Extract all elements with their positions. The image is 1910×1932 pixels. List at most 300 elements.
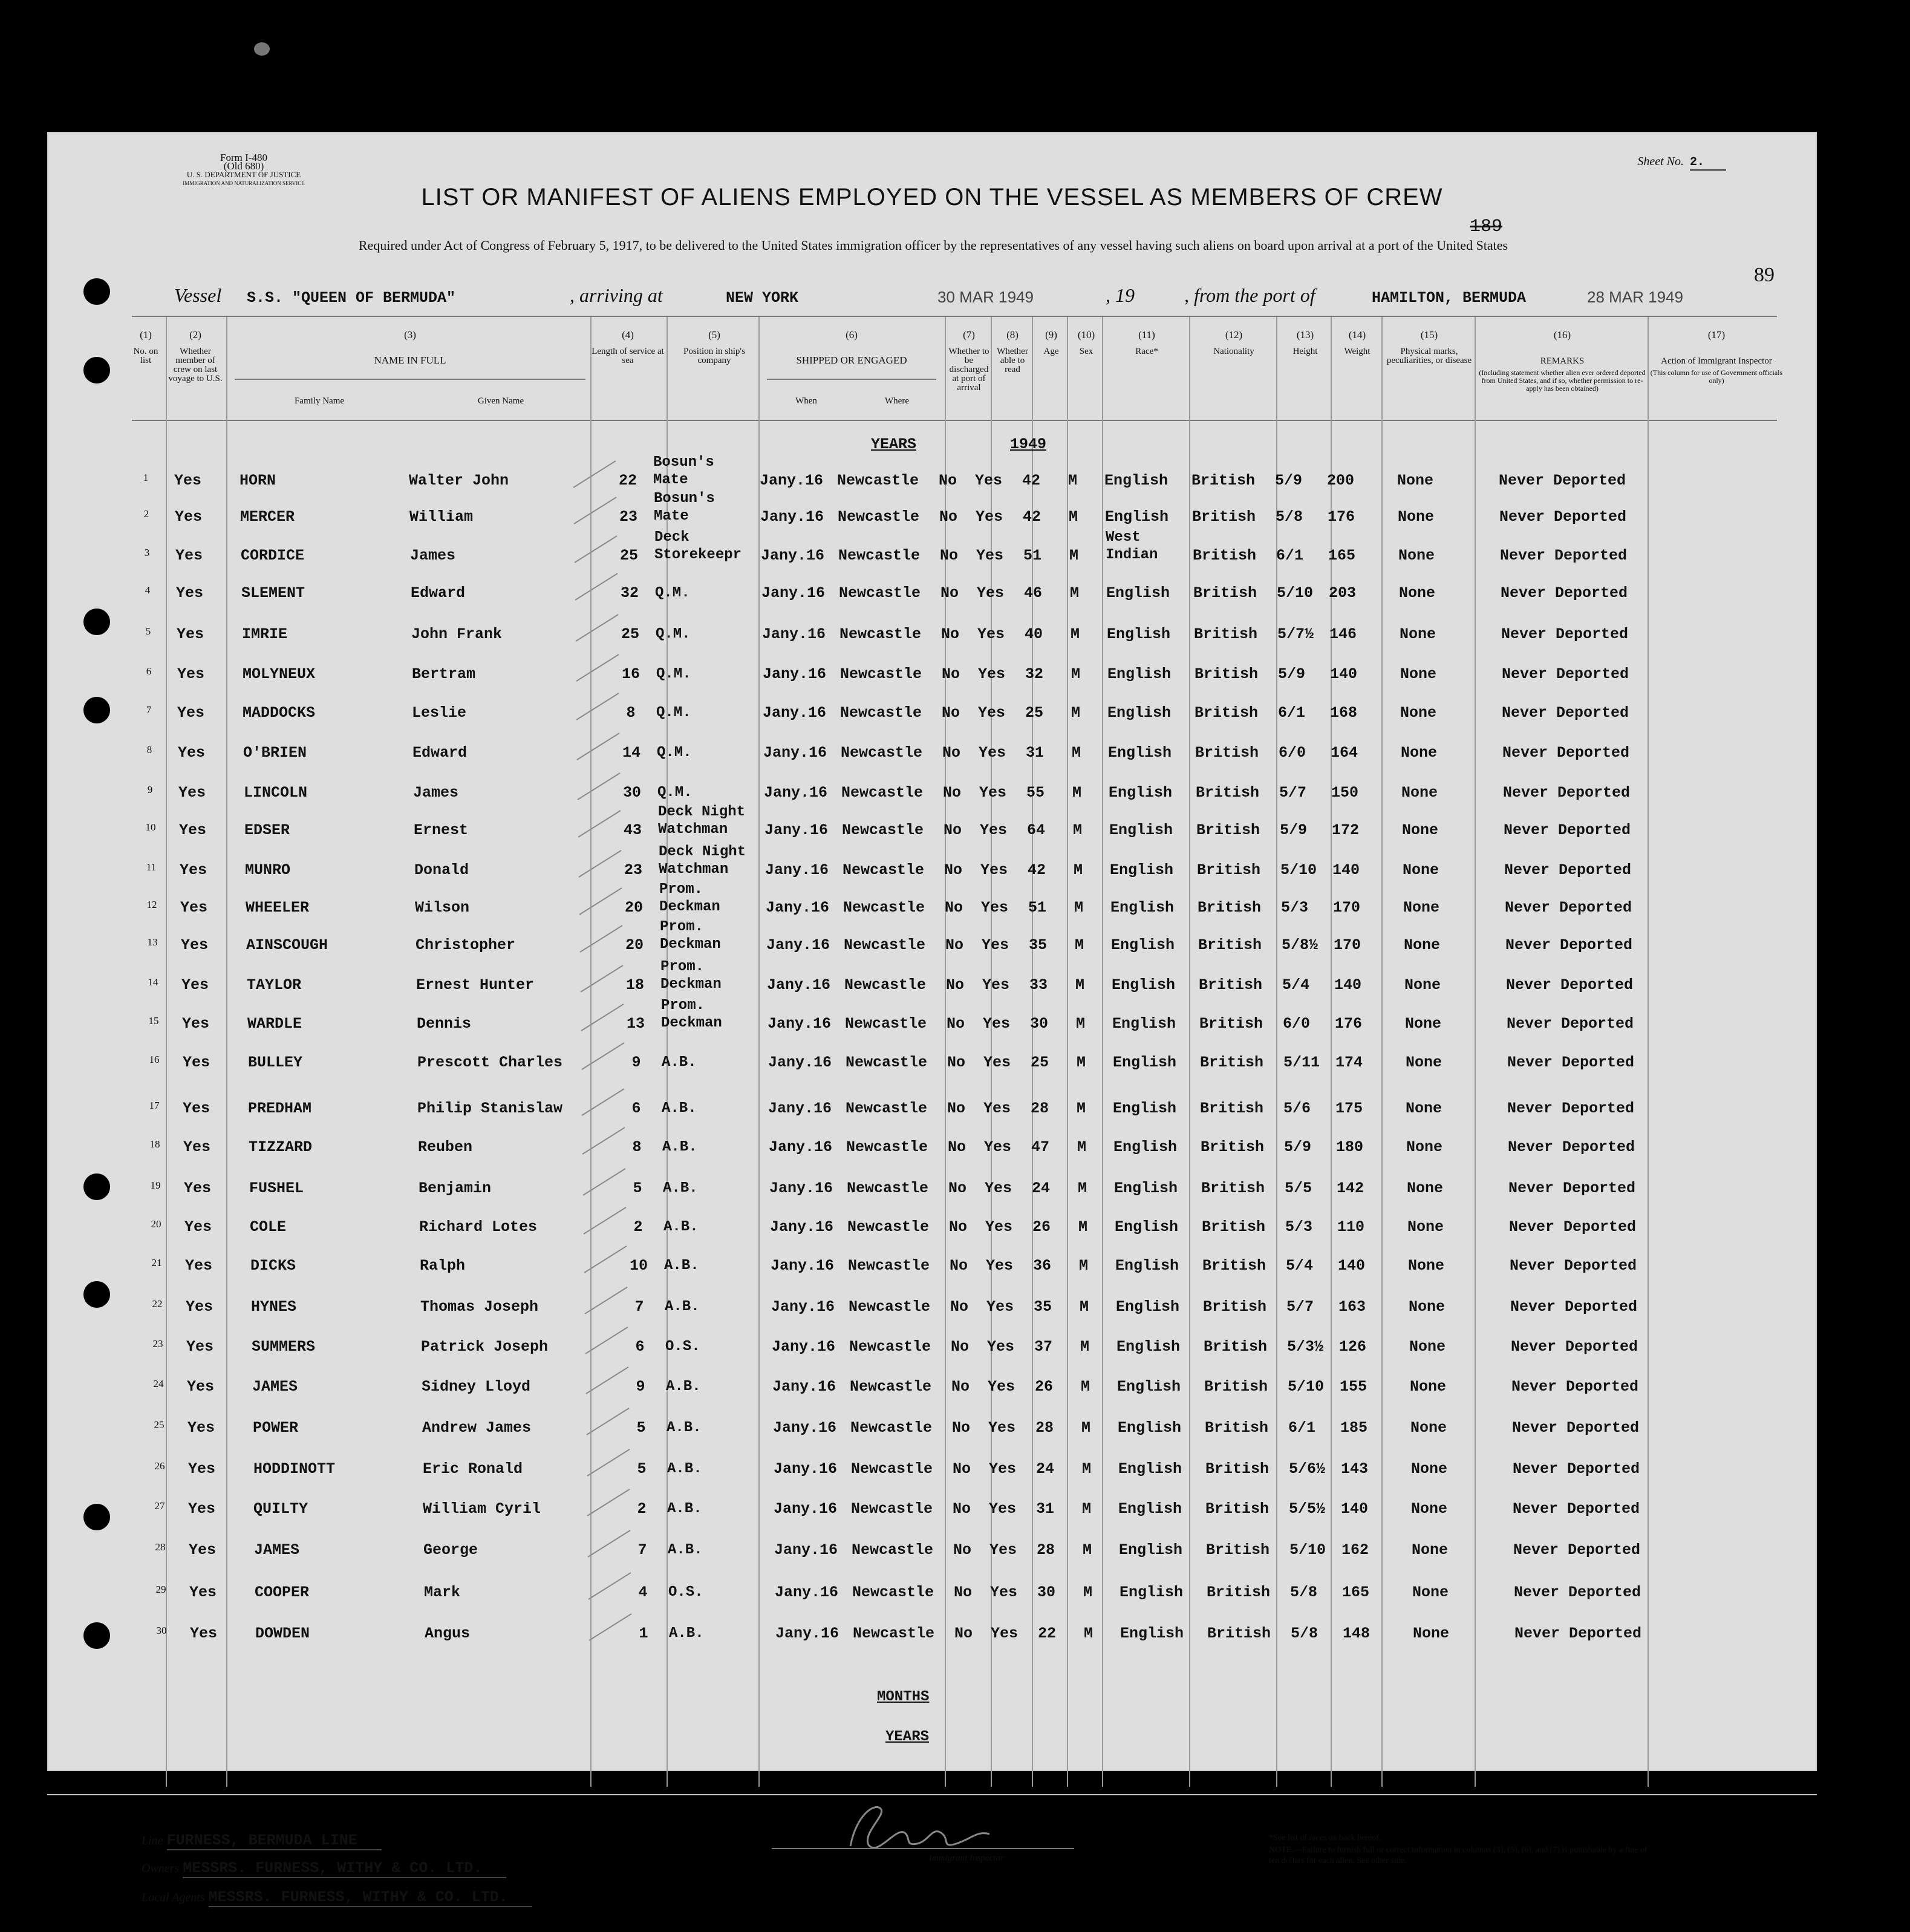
punch-hole <box>83 1173 110 1200</box>
column-number: (12) <box>1225 329 1243 341</box>
cell-weight: 176 <box>1335 1015 1363 1033</box>
cell-height: 5/9 <box>1275 472 1303 489</box>
cell-sex: M <box>1077 1100 1086 1117</box>
cell-crew: Yes <box>180 899 208 916</box>
cell-no: 18 <box>149 1138 160 1150</box>
cell-service: 8 <box>632 1138 642 1156</box>
cell-sex: M <box>1074 899 1084 916</box>
cell-crew: Yes <box>189 1584 217 1601</box>
cell-age: 30 <box>1030 1015 1049 1033</box>
cell-nat: British <box>1196 821 1260 839</box>
cell-family: MADDOCKS <box>243 704 316 722</box>
column-number: (7) <box>963 329 975 341</box>
cell-age: 33 <box>1029 976 1048 994</box>
cell-crew: Yes <box>185 1257 213 1274</box>
cell-disch: No <box>944 861 963 879</box>
cell-service: 43 <box>623 821 642 839</box>
cell-height: 6/1 <box>1276 547 1304 564</box>
pencil-check-mark <box>582 1284 631 1320</box>
pencil-check-mark <box>576 847 625 883</box>
pencil-check-mark <box>576 807 624 843</box>
column-rule <box>1331 317 1332 1787</box>
cell-race: English <box>1106 584 1170 602</box>
cell-race: English <box>1116 1298 1180 1316</box>
cell-position: Deck Night Watchman <box>659 844 746 878</box>
cell-nat: British <box>1193 547 1257 564</box>
cell-marks: None <box>1409 1298 1446 1316</box>
cell-when: Jany.16 <box>768 1100 832 1117</box>
cell-when: Jany.16 <box>769 1180 833 1197</box>
cell-nat: British <box>1204 1338 1268 1356</box>
cell-position: Deck Storekeepr <box>654 529 742 563</box>
pencil-check-mark <box>585 1527 634 1563</box>
cell-position: A.B. <box>667 1501 702 1517</box>
cell-crew: Yes <box>184 1218 212 1236</box>
cell-sex: M <box>1069 547 1079 564</box>
cell-where: Newcastle <box>847 1180 929 1197</box>
cell-given: William <box>409 508 474 526</box>
cell-no: 28 <box>155 1541 166 1553</box>
cell-when: Jany.16 <box>768 1054 832 1071</box>
cell-race: English <box>1120 1625 1184 1642</box>
cell-age: 42 <box>1023 508 1041 526</box>
punch-hole <box>83 357 110 383</box>
cell-weight: 150 <box>1331 784 1359 801</box>
cell-disch: No <box>945 936 964 954</box>
cell-marks: None <box>1398 508 1435 526</box>
cell-position: A.B. <box>662 1100 697 1117</box>
cell-sex: M <box>1077 1138 1087 1156</box>
cell-height: 5/9 <box>1278 665 1306 683</box>
cell-no: 4 <box>145 584 151 596</box>
cell-service: 7 <box>637 1541 647 1559</box>
cell-age: 36 <box>1033 1257 1052 1274</box>
cell-no: 6 <box>146 665 152 677</box>
cell-service: 30 <box>622 784 641 801</box>
cell-service: 20 <box>625 936 644 954</box>
cell-race: English <box>1113 1054 1177 1071</box>
cell-when: Jany.16 <box>763 665 827 683</box>
cell-given: Benjamin <box>419 1180 492 1197</box>
cell-nat: British <box>1195 665 1259 683</box>
cell-remarks: Never Deported <box>1510 1257 1637 1274</box>
cell-nat: British <box>1205 1419 1269 1437</box>
cell-where: Newcastle <box>840 665 922 683</box>
cell-when: Jany.16 <box>762 625 826 643</box>
cell-age: 31 <box>1026 744 1045 762</box>
cell-disch: No <box>947 1100 966 1117</box>
cell-disch: No <box>942 704 960 722</box>
cell-read: Yes <box>986 1298 1014 1316</box>
agents-value: MESSRS. FURNESS, WITHY & CO. LTD. <box>209 1888 532 1907</box>
cell-nat: British <box>1203 1298 1267 1316</box>
cell-height: 5/5 <box>1285 1180 1312 1197</box>
cell-disch: No <box>954 1584 973 1601</box>
owners-field <box>142 1859 506 1877</box>
punch-hole <box>83 278 110 305</box>
cell-position: A.B. <box>667 1461 702 1477</box>
cell-no: 9 <box>147 784 153 795</box>
cell-height: 5/4 <box>1282 976 1310 994</box>
cell-where: Newcastle <box>841 744 923 762</box>
cell-weight: 185 <box>1340 1419 1368 1437</box>
cell-no: 19 <box>150 1180 161 1191</box>
punch-hole <box>83 609 110 635</box>
form-number: Form I-480 <box>220 152 267 163</box>
cell-family: CORDICE <box>241 547 305 564</box>
page-number: 89 <box>1754 264 1775 286</box>
cell-family: JAMES <box>254 1541 300 1559</box>
cell-sex: M <box>1081 1419 1091 1437</box>
cell-weight: 140 <box>1341 1500 1369 1518</box>
cell-race: English <box>1107 665 1172 683</box>
cell-nat: British <box>1206 1541 1270 1559</box>
cell-age: 42 <box>1028 861 1046 879</box>
cell-given: Leslie <box>412 704 467 722</box>
cell-remarks: Never Deported <box>1502 704 1629 722</box>
cell-service: 9 <box>631 1054 641 1071</box>
sheet-number-value: 2. <box>1690 155 1726 171</box>
cell-marks: None <box>1404 936 1441 954</box>
cell-given: George <box>423 1541 478 1559</box>
cell-crew: Yes <box>180 861 207 879</box>
cell-weight: 170 <box>1334 936 1361 954</box>
cell-where: Newcastle <box>845 1015 927 1033</box>
cell-position: Deck Night Watchman <box>658 804 746 838</box>
cell-crew: Yes <box>183 1054 210 1071</box>
cell-no: 11 <box>146 861 157 873</box>
cell-no: 13 <box>147 936 158 948</box>
pencil-check-mark <box>581 1165 629 1201</box>
cell-age: 40 <box>1025 625 1043 643</box>
pencil-check-mark <box>574 690 622 726</box>
cell-given: Ralph <box>420 1257 466 1274</box>
cell-where: Newcastle <box>841 784 924 801</box>
cell-family: DICKS <box>250 1257 296 1274</box>
cell-remarks: Never Deported <box>1505 899 1632 916</box>
cell-sex: M <box>1083 1541 1092 1559</box>
cell-position: Bosun's Mate <box>653 454 714 488</box>
cell-read: Yes <box>977 584 1005 602</box>
cell-when: Jany.16 <box>763 704 827 722</box>
cell-race: English <box>1109 784 1173 801</box>
owners-value: MESSRS. FURNESS, WITHY & CO. LTD. <box>183 1859 506 1878</box>
cell-given: Eric Ronald <box>423 1460 523 1478</box>
cell-sex: M <box>1075 936 1084 954</box>
cell-crew: Yes <box>178 784 206 801</box>
cell-race: English <box>1113 1100 1177 1117</box>
struck-page-number: 189 <box>1469 217 1502 237</box>
cell-service: 5 <box>637 1460 647 1478</box>
cell-no: 1 <box>143 472 149 483</box>
column-heading: Physical marks, peculiarities, or disease <box>1386 347 1472 365</box>
cell-given: William Cyril <box>423 1500 541 1518</box>
cell-weight: 164 <box>1331 744 1358 762</box>
document-subtitle: Required under Act of Congress of February 5, 1917, to be delivered to the United States immigration officer by the representatives of any vessel having such aliens on board upon arrival at a port of the United States <box>358 238 1508 253</box>
cell-nat: British <box>1205 1460 1270 1478</box>
cell-race: West Indian <box>1106 529 1158 563</box>
cell-remarks: Never Deported <box>1514 1584 1641 1601</box>
column-rule <box>1648 317 1649 1787</box>
owners-label: Owners <box>142 1862 180 1875</box>
cell-read: Yes <box>982 936 1009 954</box>
column-rule <box>1276 317 1277 1787</box>
pencil-check-mark <box>573 611 622 647</box>
column-heading: REMARKS <box>1540 356 1585 366</box>
cell-age: 31 <box>1036 1500 1055 1518</box>
cell-sex: M <box>1071 704 1081 722</box>
cell-service: 2 <box>633 1218 643 1236</box>
cell-service: 25 <box>619 547 638 564</box>
cell-given: Angus <box>425 1625 471 1642</box>
cell-family: WHEELER <box>246 899 310 916</box>
cell-position: A.B. <box>663 1180 698 1196</box>
cell-family: HORN <box>240 472 276 489</box>
from-port-label: , from the port of <box>1184 284 1315 306</box>
cell-position: Prom. Deckman <box>660 959 722 993</box>
sheet-number-label: Sheet No. <box>1637 155 1684 168</box>
cell-no: 8 <box>146 744 152 756</box>
cell-position: Q.M. <box>655 585 690 601</box>
punch-hole <box>83 1504 110 1530</box>
column-rule <box>1189 317 1190 1787</box>
cell-when: Jany.16 <box>774 1500 838 1518</box>
cell-where: Newcastle <box>846 1138 928 1156</box>
column-rule <box>991 317 992 1787</box>
column-number: (8) <box>1006 329 1019 341</box>
column-rule <box>1381 317 1383 1787</box>
cell-nat: British <box>1204 1378 1268 1395</box>
cell-read: Yes <box>989 1500 1017 1518</box>
cell-weight: 140 <box>1334 976 1362 994</box>
cell-no: 7 <box>146 704 152 716</box>
cell-weight: 140 <box>1338 1257 1366 1274</box>
column-subheading: (Including statement whether alien ever ordered deported from United States, and if so, whether permission to re-apply has been obtained) <box>1479 368 1646 393</box>
column-rule <box>945 317 946 1787</box>
cell-height: 5/8 <box>1276 508 1303 526</box>
cell-crew: Yes <box>183 1100 210 1117</box>
cell-disch: No <box>952 1419 971 1437</box>
cell-height: 6/1 <box>1288 1419 1316 1437</box>
cell-disch: No <box>949 1218 968 1236</box>
line-value: FURNESS, BERMUDA LINE <box>167 1832 382 1850</box>
cell-family: MUNRO <box>245 861 291 879</box>
cell-height: 5/4 <box>1286 1257 1314 1274</box>
cell-no: 16 <box>149 1054 160 1065</box>
cell-sex: M <box>1068 472 1078 489</box>
cell-given: Andrew James <box>422 1419 532 1437</box>
cell-family: LINCOLN <box>244 784 308 801</box>
pencil-check-mark <box>574 651 622 687</box>
cell-service: 2 <box>637 1500 647 1518</box>
cell-sex: M <box>1080 1298 1089 1316</box>
dust-speck <box>254 42 270 56</box>
arriving-label: , arriving at <box>570 284 663 306</box>
cell-race: English <box>1116 1338 1181 1356</box>
cell-height: 5/8½ <box>1282 936 1318 954</box>
cell-crew: Yes <box>188 1460 216 1478</box>
column-rule <box>1475 317 1476 1787</box>
cell-when: Jany.16 <box>768 1015 832 1033</box>
cell-marks: None <box>1412 1584 1449 1601</box>
cell-given: Sidney Lloyd <box>422 1378 531 1395</box>
cell-remarks: Never Deported <box>1504 821 1631 839</box>
cell-read: Yes <box>976 547 1004 564</box>
vessel-label: Vessel <box>174 284 222 306</box>
column-heading: Position in ship's company <box>683 347 745 365</box>
cell-disch: No <box>943 784 962 801</box>
cell-height: 6/0 <box>1283 1015 1311 1033</box>
cell-where: Newcastle <box>842 821 924 839</box>
cell-sex: M <box>1078 1218 1088 1236</box>
cell-age: 55 <box>1026 784 1045 801</box>
cell-sex: M <box>1074 861 1083 879</box>
cell-family: MOLYNEUX <box>243 665 316 683</box>
cell-race: English <box>1119 1541 1183 1559</box>
cell-age: 25 <box>1025 704 1044 722</box>
cell-where: Newcastle <box>851 1460 933 1478</box>
column-number: (17) <box>1707 329 1726 341</box>
manifest-sheet <box>47 132 1817 1906</box>
vessel-name: S.S. "QUEEN OF BERMUDA" <box>247 289 456 307</box>
pencil-check-mark <box>578 962 627 998</box>
cell-when: Jany.16 <box>771 1298 835 1316</box>
cell-crew: Yes <box>175 547 203 564</box>
cell-weight: 142 <box>1337 1180 1364 1197</box>
cell-when: Jany.16 <box>769 1138 833 1156</box>
cell-given: Christopher <box>416 936 516 954</box>
cell-remarks: Never Deported <box>1512 1419 1640 1437</box>
cell-nat: British <box>1201 1180 1265 1197</box>
form-department: U. S. DEPARTMENT OF JUSTICE <box>186 170 301 179</box>
cell-service: 20 <box>624 899 643 916</box>
cell-when: Jany.16 <box>760 508 824 526</box>
cell-race: English <box>1108 744 1172 762</box>
cell-family: HODDINOTT <box>253 1460 336 1478</box>
column-number: (13) <box>1296 329 1314 341</box>
cell-service: 22 <box>618 472 637 489</box>
cell-sex: M <box>1076 1015 1086 1033</box>
cell-crew: Yes <box>177 625 204 643</box>
cell-given: Philip Stanislaw <box>417 1100 563 1117</box>
cell-remarks: Never Deported <box>1514 1625 1642 1642</box>
cell-where: Newcastle <box>839 625 922 643</box>
cell-nat: British <box>1207 1584 1271 1601</box>
cell-remarks: Never Deported <box>1507 1015 1634 1033</box>
cell-disch: No <box>947 1054 966 1071</box>
cell-disch: No <box>940 584 959 602</box>
column-rule <box>1032 317 1033 1787</box>
cell-sex: M <box>1077 1054 1086 1071</box>
column-heading: Whether to be discharged at port of arrival <box>948 347 989 393</box>
cell-sex: M <box>1080 1338 1090 1356</box>
cell-when: Jany.16 <box>772 1338 836 1356</box>
cell-service: 6 <box>635 1338 645 1356</box>
cell-nat: British <box>1196 784 1260 801</box>
cell-weight: 203 <box>1329 584 1357 602</box>
pencil-check-mark <box>579 1039 628 1075</box>
cell-height: 5/3 <box>1281 899 1309 916</box>
cell-position: Prom. Deckman <box>660 919 721 953</box>
cell-read: Yes <box>989 1541 1017 1559</box>
cell-service: 7 <box>634 1298 644 1316</box>
pencil-check-mark <box>587 1610 635 1646</box>
cell-no: 24 <box>153 1378 164 1389</box>
cell-marks: None <box>1410 1419 1447 1437</box>
cell-where: Newcastle <box>843 899 925 916</box>
pencil-check-mark <box>582 1242 630 1279</box>
cell-height: 5/5½ <box>1289 1500 1326 1518</box>
cell-weight: 200 <box>1327 472 1355 489</box>
cell-race: English <box>1112 976 1176 994</box>
cell-marks: None <box>1401 744 1438 762</box>
cell-service: 8 <box>626 704 636 722</box>
column-rule <box>1102 317 1103 1787</box>
cell-service: 10 <box>629 1257 648 1274</box>
cell-height: 5/8 <box>1290 1584 1318 1601</box>
cell-disch: No <box>950 1298 969 1316</box>
cell-no: 22 <box>152 1298 163 1310</box>
column-heading: Age <box>1043 347 1059 356</box>
cell-no: 2 <box>143 508 149 520</box>
cell-race: English <box>1107 625 1171 643</box>
cell-position: A.B. <box>669 1625 704 1642</box>
cell-weight: 162 <box>1341 1541 1369 1559</box>
pencil-check-mark <box>584 1363 632 1400</box>
cell-read: Yes <box>978 704 1006 722</box>
cell-given: Ernest Hunter <box>416 976 535 994</box>
cell-given: Wilson <box>415 899 470 916</box>
cell-nat: British <box>1202 1218 1266 1236</box>
cell-sex: M <box>1079 1257 1089 1274</box>
cell-sex: M <box>1078 1180 1087 1197</box>
cell-position: A.B. <box>668 1542 703 1558</box>
cell-family: BULLEY <box>248 1054 303 1071</box>
column-heading: Nationality <box>1213 347 1254 356</box>
pencil-check-mark <box>572 494 620 530</box>
column-rule <box>758 317 760 1787</box>
cell-race: English <box>1107 704 1172 722</box>
cell-where: Newcastle <box>846 1054 928 1071</box>
cell-nat: British <box>1200 1100 1264 1117</box>
cell-read: Yes <box>985 1218 1013 1236</box>
column-number: (9) <box>1045 329 1057 341</box>
cell-read: Yes <box>990 1584 1018 1601</box>
cell-remarks: Never Deported <box>1501 584 1628 602</box>
cell-read: Yes <box>988 1419 1016 1437</box>
cell-height: 5/7 <box>1279 784 1307 801</box>
cell-weight: 146 <box>1329 625 1357 643</box>
cell-read: Yes <box>981 899 1009 916</box>
cell-read: Yes <box>987 1338 1015 1356</box>
cell-crew: Yes <box>183 1138 211 1156</box>
cell-when: Jany.16 <box>764 784 828 801</box>
cell-sex: M <box>1072 744 1081 762</box>
cell-age: 51 <box>1028 899 1047 916</box>
cell-marks: None <box>1406 1054 1442 1071</box>
cell-marks: None <box>1409 1338 1446 1356</box>
cell-sex: M <box>1082 1460 1092 1478</box>
cell-weight: 140 <box>1332 861 1360 879</box>
cell-remarks: Never Deported <box>1508 1138 1635 1156</box>
cell-crew: Yes <box>190 1625 218 1642</box>
departure-port: HAMILTON, BERMUDA <box>1372 289 1527 307</box>
cell-service: 14 <box>622 744 640 762</box>
cell-height: 5/10 <box>1289 1541 1326 1559</box>
cell-marks: None <box>1401 784 1438 801</box>
cell-height: 6/0 <box>1279 744 1306 762</box>
cell-disch: No <box>951 1378 970 1395</box>
